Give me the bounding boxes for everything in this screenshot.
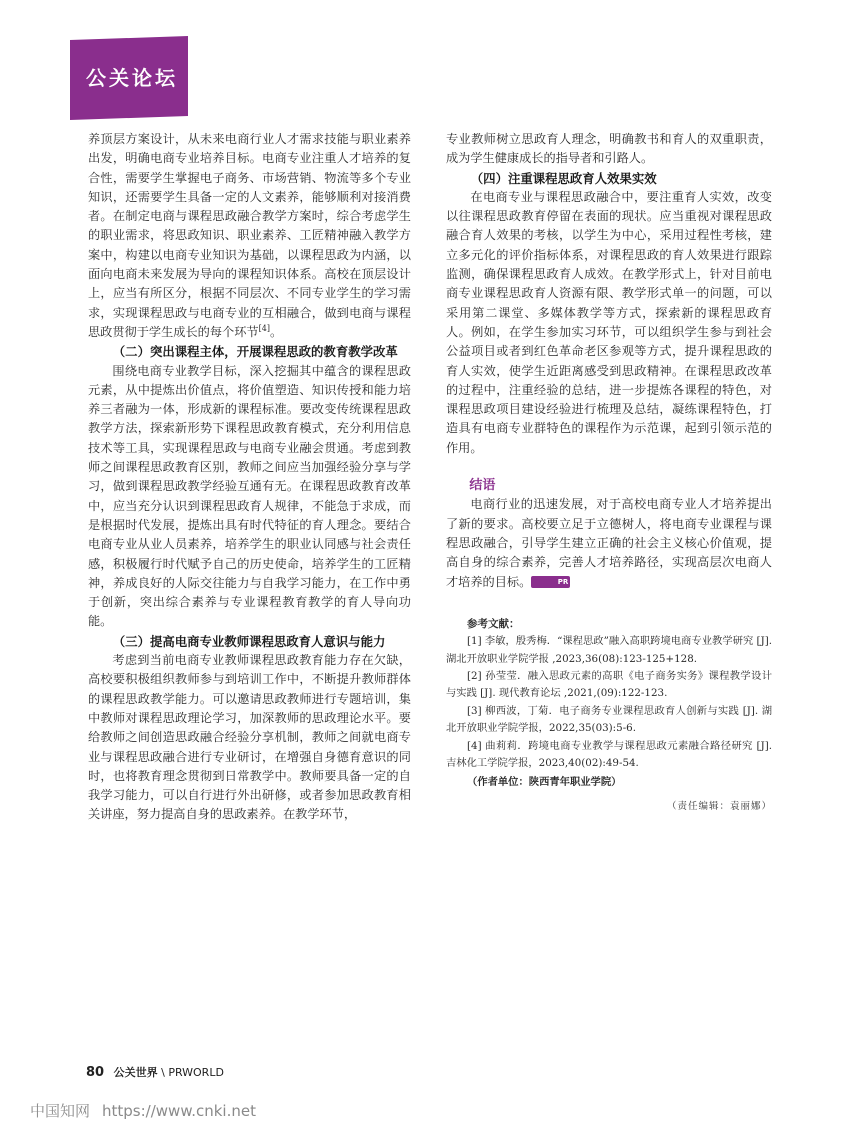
right-column [446, 130, 772, 815]
intro-paragraph: 养顶层方案设计，从未来电商行业人才需求技能与职业素养出发，明确电商专业培养目标。电商专业注重人才培养的复合性，需要学生掌握电子商务、市场营销、物流等多个专业知识，还需要学生具备一定的人文素养，能够顺利对接消费者。在制定电商与课程思政融合教学方案时，综合考虑学生的职业需求，将思政知识、职业素养、工匠精神融入教学方案中，构建以电商专业知识为基础，以课程思政为内涵，以面向电商未来发展为导向的课程知识体系。高校在顶层设计上，应当有所区分，根据不同层次、不同专业学生的学习需求，实现课程思政与电商专业的互相融合，做到电商与课程思政贯彻于学生成长的每个环节[4]。 [88, 132, 411, 339]
reference-item: [3] 柳西波，丁菊．电子商务专业课程思政育人创新与实践 [J]. 湖北开放职业学院学报，2022,35(03):5-6. [446, 704, 772, 735]
references [446, 616, 772, 815]
section-4-heading: （四）注重课程思政育人效果实效 [470, 170, 657, 186]
section-2-paragraph: 围绕电商专业教学目标，深入挖掘其中蕴含的课程思政元素，从中提炼出价值点，将价值塑造、知识传授和能力培养三者融为一体，形成新的课程标准。要改变传统课程思政教学方法，探索新形势下课程思政教育模式，充分利用信息技术等工具，实现课程思政与电商专业融会贯通。考虑到教师之间课程思政教育区别，教师之间应当加强经验分享与学习，做到课程思政教学经验互通有无。在课程思政教育改革中，应当充分认识到课程思政育人规律，不能急于求成，而是根据时代发展，提炼出具有时代特征的育人理念。要结合电商专业从业人员素养，培养学生的职业认同感与社会责任感，积极履行时代赋予自己的历史使命，培养学生的工匠精神，养成良好的人际交往能力与自我学习能力，在工作中勇于创新，突出综合素养与专业课程教育教学的育人导向功能。 [88, 363, 411, 629]
references-heading: 参考文献： [467, 617, 520, 630]
conclusion-heading: 结语 [469, 478, 496, 494]
page-number: 80 [86, 1065, 105, 1080]
section-4-paragraph: 在电商专业与课程思政融合中，要注重育人实效，改变以往课程思政教育停留在表面的现状。应当重视对课程思政融合育人效果的考核，以学生为中心，采用过程性考核，建立多元化的评价指标体系，对课程思政的育人效果进行跟踪监测，确保课程思政育人成效。在教学形式上，针对目前电商专业课程思政育人资源有限、教学形式单一的问题，可以采用第二课堂、多媒体教学等方式，探索新的课程思政育人。例如，在学生参加实习环节，可以组织学生参与到社会公益项目或者到红色革命老区参观等方式，提升课程思政的育人实效，使学生近距离感受到思政精神。在课程思政改革的过程中，注重经验的总结，进一步提炼各课程的特色，对课程思政项目建设经验进行梳理及总结，凝练课程特色，打造具有电商专业群特色的课程作为示范课，起到引领示范的作用。 [446, 189, 772, 455]
end-badge-icon: PR [531, 576, 570, 588]
author-affiliation: （作者单位：陕西青年职业学院） [467, 776, 622, 789]
section-3-paragraph: 考虑到当前电商专业教师课程思政教育能力存在欠缺，高校要积极组织教师参与到培训工作中，不断提升教师群体的课程思政教学能力。可以邀请思政教师进行专题培训，集中教师对课程思政理论学习，加深教师的思政理论水平。要给教师之间创造思政融合经验分享机制，教师之间就电商专业与课程思政融合进行专业研讨，在增强自身德育意识的同时，也将教育理念贯彻到日常教学中。教师要具备一定的自我学习能力，可以自行进行外出研修，或者参加思政教育相关讲座，努力提高自身的思政素养。在教学环节， [88, 653, 411, 822]
magazine-name-en: PRWORLD [168, 1066, 224, 1079]
cnki-watermark [30, 1100, 256, 1121]
magazine-name-cn: 公关世界 [113, 1066, 158, 1079]
section-title: 公关论坛 [86, 66, 178, 90]
footer-separator: \ [161, 1066, 165, 1079]
watermark-site-name: 中国知网 [30, 1102, 91, 1120]
page-footer [86, 1064, 224, 1080]
conclusion-paragraph: 电商行业的迅速发展，对于高校电商专业人才培养提出了新的要求。高校要立足于立德树人，将电商专业课程与课程思政融合，引导学生建立正确的社会主义核心价值观，提高自身的综合素养，完善人才培养路径，实现高层次电商人才培养的目标。 PR [446, 497, 772, 589]
left-column [88, 130, 411, 825]
reference-item: [1] 李敏，殷秀梅．“课程思政”融入高职跨境电商专业教学研究 [J]. 湖北开放职业学院学报 ,2023,36(08):123-125+128. [446, 635, 772, 665]
continuation-paragraph: 专业教师树立思政育人理念，明确教书和育人的双重职责，成为学生健康成长的指导者和引路人。 [446, 132, 772, 166]
editor-note: （责任编辑：袁丽娜） [666, 800, 772, 812]
watermark-url: https://www.cnki.net [102, 1102, 256, 1120]
section-2-heading: （二）突出课程主体，开展课程思政的教育教学改革 [112, 344, 398, 360]
section-3-heading: （三）提高电商专业教师课程思政育人意识与能力 [112, 633, 386, 649]
reference-item: [2] 孙莹莹．融入思政元素的高职《电子商务实务》课程教学设计与实践 [J]. 现代教育论坛 ,2021,(09):122-123. [446, 670, 772, 700]
reference-item: [4] 曲莉莉．跨境电商专业教学与课程思政元素融合路径研究 [J]. 吉林化工学院学报，2023,40(02):49-54. [446, 739, 772, 770]
citation-mark: [4] [258, 323, 270, 333]
